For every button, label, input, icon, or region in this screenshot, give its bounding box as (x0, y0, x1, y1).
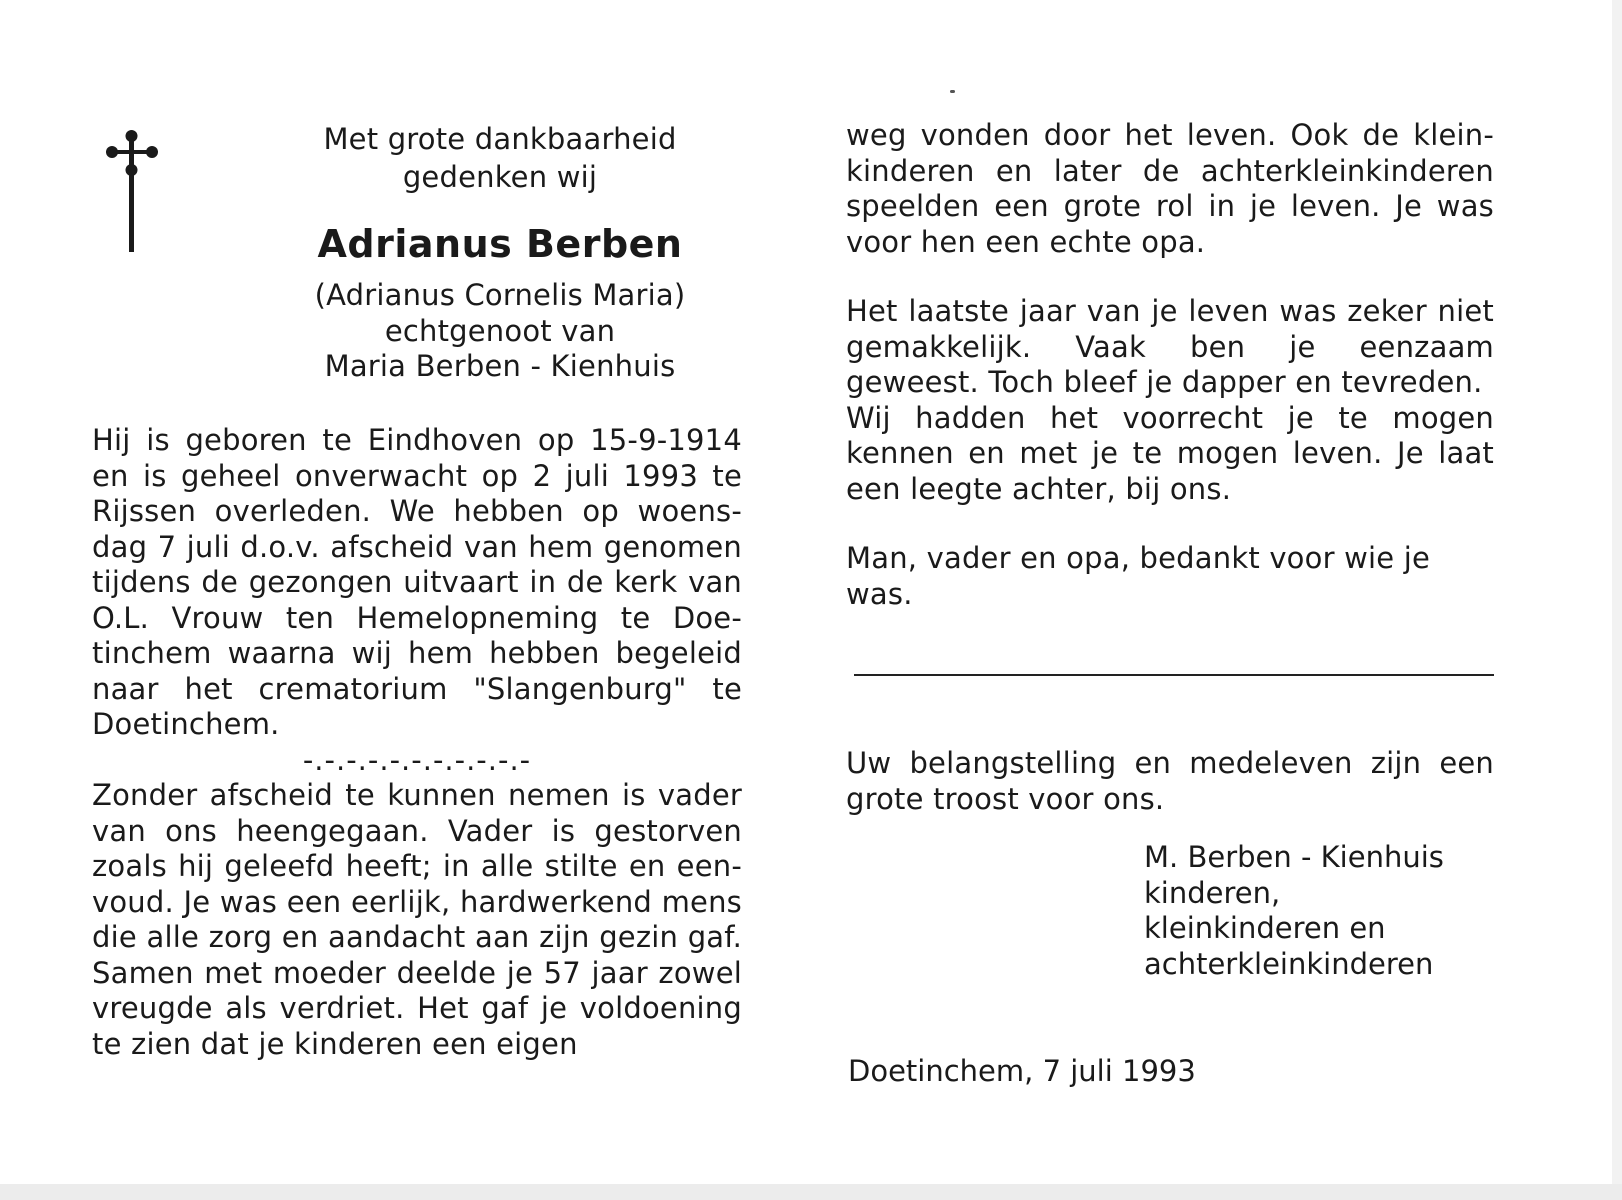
deceased-full-name: (Adrianus Cornelis Maria) (314, 278, 686, 312)
horizontal-rule (854, 674, 1494, 676)
place-date: Doetinchem, 7 juli 1993 (848, 1054, 1196, 1088)
signoff-grandchildren: kleinkinderen en (1144, 911, 1386, 945)
signoff-great-grandchildren: achterkleinkinderen (1144, 946, 1434, 981)
deceased-name: Adrianus Berben (317, 222, 683, 266)
tribute-continuation: weg vonden door het leven. Ook de klein-kinderen en later de achterkleinkinderen speelden een grote rol in je leven. Je was voor hen een echte opa. (846, 118, 1494, 259)
intro-line-1: Met grote dankbaarheid (323, 122, 677, 156)
section-divider: -.-.-.-.-.-.-.-.-.-.- (302, 742, 532, 777)
signoff-spouse: M. Berben - Kienhuis (1144, 840, 1444, 874)
cross-icon (104, 128, 160, 258)
tribute-paragraph: Zonder afscheid te kunnen nemen is vader van ons heengegaan. Vader is gestorven zoals hij geleefd heeft; in alle stilte en een-voud. Je was een eerlijk, hardwerkend mens die alle zorg en aandacht aan zijn gezin gaf. Samen met moeder deelde je 57 jaar zowel vreugde als verdriet. Het gaf je voldoening te zien dat je kinderen een eigen (92, 778, 742, 1061)
card-edge-right (1612, 0, 1622, 1200)
last-year-paragraph: Het laatste jaar van je leven was zeker niet gemakkelijk. Vaak ben je eenzaam geweest. Toch bleef je dapper en tevreden. (846, 294, 1494, 399)
paragraph-gap (846, 260, 1494, 294)
card-edge-bottom (0, 1184, 1622, 1200)
thanks-line: Man, vader en opa, bedankt voor wie je was. (846, 541, 1431, 611)
family-signoff (1144, 840, 1504, 982)
left-column (92, 423, 742, 1062)
print-speck (950, 90, 955, 93)
signoff-children: kinderen, (1144, 875, 1281, 910)
card-header (300, 120, 700, 385)
privilege-paragraph: Wij hadden het voorrecht je te mogen kennen en met je te mogen leven. Je laat een leegte achter, bij ons. (846, 400, 1494, 506)
spouse-name: Maria Berben - Kienhuis (324, 349, 676, 383)
biography-paragraph: Hij is geboren te Eindhoven op 15-9-1914 en is geheel onverwacht op 2 juli 1993 te Rijssen overleden. We hebben op woens-dag 7 juli d.o.v. afscheid van hem genomen tijdens de gezongen uitvaart in de kerk van O.L. Vrouw ten Hemelopneming te Doe-tinchem waarna wij hem hebben begeleid naar het crematorium "Slangenburg" te Doetinchem. (92, 423, 742, 741)
relation-label: echtgenoot van (384, 313, 616, 348)
gratitude-paragraph: Uw belangstelling en medeleven zijn een grote troost voor ons. (846, 746, 1494, 816)
paragraph-gap (846, 507, 1494, 541)
intro-line-2: gedenken wij (402, 160, 598, 194)
right-column (846, 118, 1494, 817)
